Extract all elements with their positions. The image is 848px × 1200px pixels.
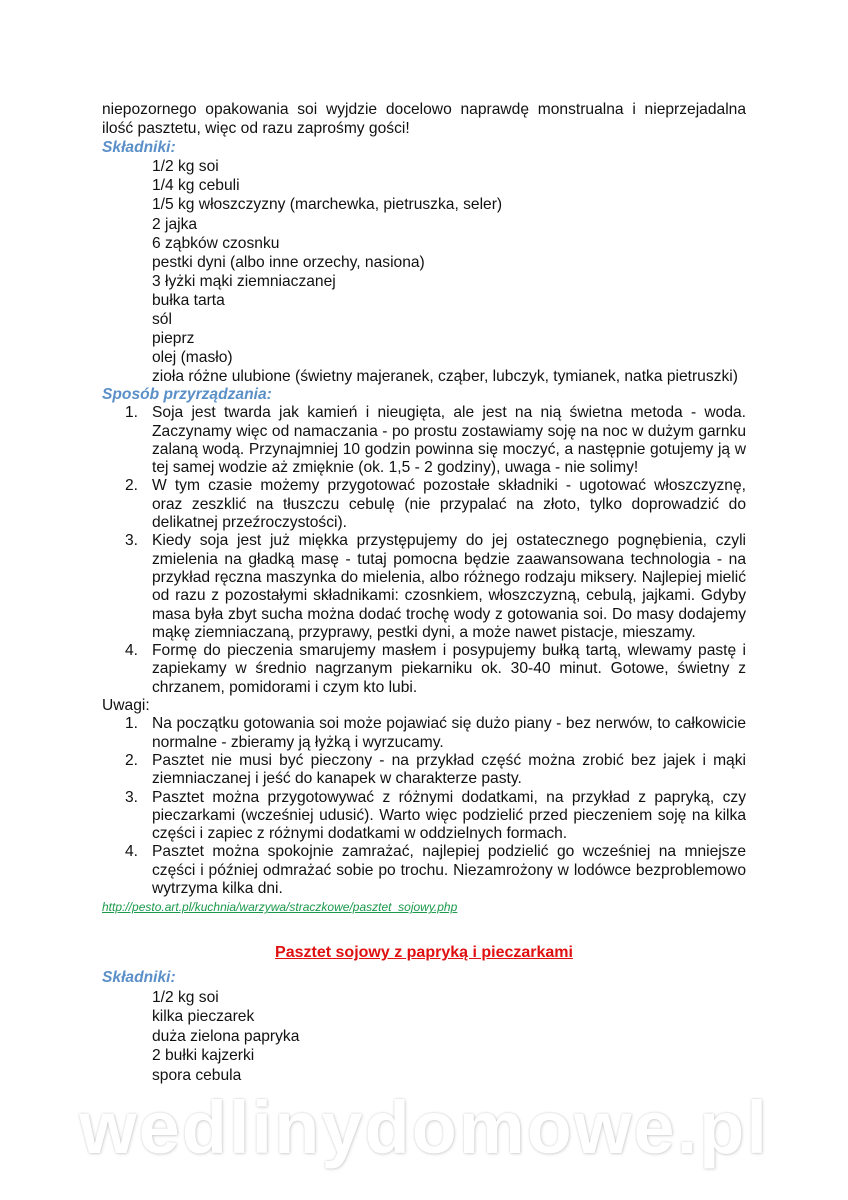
step-text: Formę do pieczenia smarujemy masłem i posypujemy bułką tartą, wlewamy pastę i zapiekamy w średnio nagrzanym piekarniku ok. 30-40 minut. Gotowe, świetny z chrzanem, pomidorami i czym kto lubi. bbox=[152, 642, 746, 696]
ingredient-item: sól bbox=[152, 311, 172, 329]
note-text: Na początku gotowania soi może pojawiać się dużo piany - bez nerwów, to całkowicie normalne - zbieramy ją łyżką i wyrzucamy. bbox=[152, 715, 746, 751]
ingredient-item: 2 bułki kajzerki bbox=[152, 1047, 255, 1064]
watermark: wedlinydomowe.pl bbox=[79, 1086, 769, 1169]
note-number: 1. bbox=[125, 715, 139, 733]
ingredient-item: pieprz bbox=[152, 330, 195, 348]
step-item bbox=[102, 477, 746, 532]
ingredient-item: duża zielona papryka bbox=[152, 1027, 300, 1045]
source-link[interactable]: http://pesto.art.pl/kuchnia/warzywa/straczkowe/pasztet_sojowy.php bbox=[102, 900, 458, 915]
ingredient-item: bułka tarta bbox=[152, 291, 225, 309]
ingredient-item: 1/2 kg soi bbox=[152, 988, 219, 1006]
ingredient-item: spora cebula bbox=[152, 1066, 242, 1084]
steps-list bbox=[102, 404, 746, 697]
recipe-1-method bbox=[102, 386, 746, 916]
ingredient-item: 1/4 kg cebuli bbox=[152, 177, 240, 195]
recipe-2 bbox=[102, 968, 746, 1085]
ingredients-heading: Składniki: bbox=[102, 139, 176, 157]
ingredients-heading: Składniki: bbox=[102, 969, 176, 986]
ingredient-item: kilka pieczarek bbox=[152, 1008, 255, 1025]
note-item bbox=[102, 843, 746, 898]
step-text: W tym czasie możemy przygotować pozostałe składniki - ugotować włoszczyznę, oraz zeszklić na tłuszczu cebulę (nie przypalać na złoto, tylko doprowadzić do delikatnej przeźroczystości). bbox=[152, 477, 746, 532]
note-item bbox=[102, 789, 746, 844]
notes-list bbox=[102, 715, 746, 898]
step-text: Soja jest twarda jak kamień i nieugięta, ale jest na nią świetna metoda - woda. Zaczynamy więc od namaczania - po prostu zostawiamy soję na noc w dużym garnku zalaną wodą. Przynajmniej 10 godzin powinna się moczyć, a następnie gotujemy ją w tej samej wodzie aż zmięknie (ok. 1,5 - 2 godziny), uwaga - nie solimy! bbox=[152, 404, 746, 477]
step-number: 2. bbox=[125, 477, 139, 495]
step-item bbox=[102, 642, 746, 697]
ingredient-item: 2 jajka bbox=[152, 215, 198, 233]
intro-paragraph: niepozornego opakowania soi wyjdzie docelowo naprawdę monstrualna i nieprzejadalna ilość pasztetu, więc od razu zaprośmy gości! bbox=[102, 101, 746, 138]
step-text: Kiedy soja jest już miękka przystępujemy do jej ostatecznego pognębienia, czyli zmielenia na gładką masę - tutaj pomocna będzie zaawansowana technologia - na przykład ręczna maszynka do mielenia, albo różnego rodzaju miksery. Najlepiej mielić od razu z pozostałymi składnikami: czosnkiem, włoszczyzną, cebulą, jajkami. Gdyby masa była zbyt sucha można dodać trochę wody z gotowania soi. Do masy dodajemy mąkę ziemniaczaną, przyprawy, pestki dyni, a może nawet pistacje, mieszamy. bbox=[152, 532, 746, 641]
ingredient-item: pestki dyni (albo inne orzechy, nasiona) bbox=[152, 253, 425, 271]
note-number: 2. bbox=[125, 751, 139, 769]
ingredients-list bbox=[102, 157, 746, 386]
note-number: 4. bbox=[125, 843, 139, 861]
note-number: 3. bbox=[125, 788, 139, 806]
note-item bbox=[102, 752, 746, 789]
ingredient-item: 1/5 kg włoszczyzny (marchewka, pietruszka, seler) bbox=[152, 196, 503, 214]
note-text: Pasztet można przygotowywać z różnymi dodatkami, na przykład z papryką, czy pieczarkami (wcześniej udusić). Warto więc podzielić przed pieczeniem soję na kilka części i zapiec z różnymi dodatkami w oddzielnych formach. bbox=[152, 788, 746, 843]
step-item bbox=[102, 404, 746, 477]
step-number: 3. bbox=[125, 532, 139, 550]
note-text: Pasztet można spokojnie zamrażać, najlepiej podzielić go wcześniej na mniejsze części i później odmrażać sobie po trochu. Niezamrożony w lodówce bezproblemowo wytrzyma kilka dni. bbox=[152, 843, 746, 898]
step-item bbox=[102, 532, 746, 642]
notes-heading: Uwagi: bbox=[102, 697, 150, 715]
ingredient-item: olej (masło) bbox=[152, 349, 233, 367]
ingredient-item: 3 łyżki mąki ziemniaczanej bbox=[152, 272, 336, 290]
recipe-2-title: Pasztet sojowy z papryką i pieczarkami bbox=[275, 944, 573, 961]
step-number: 1. bbox=[125, 404, 139, 422]
note-text: Pasztet nie musi być pieczony - na przykład część można zrobić bez jajek i mąki ziemniaczanej i jeść do kanapek w charakterze pasty. bbox=[152, 751, 746, 788]
ingredient-item: 1/2 kg soi bbox=[152, 158, 219, 176]
recipe-1-top bbox=[102, 100, 746, 386]
method-heading: Sposób przyrządzania: bbox=[102, 386, 272, 403]
step-number: 4. bbox=[125, 642, 139, 660]
ingredient-item: zioła różne ulubione (świetny majeranek, cząber, lubczyk, tymianek, natka pietruszki) bbox=[152, 368, 738, 386]
ingredient-item: 6 ząbków czosnku bbox=[152, 234, 280, 252]
note-item bbox=[102, 715, 746, 752]
